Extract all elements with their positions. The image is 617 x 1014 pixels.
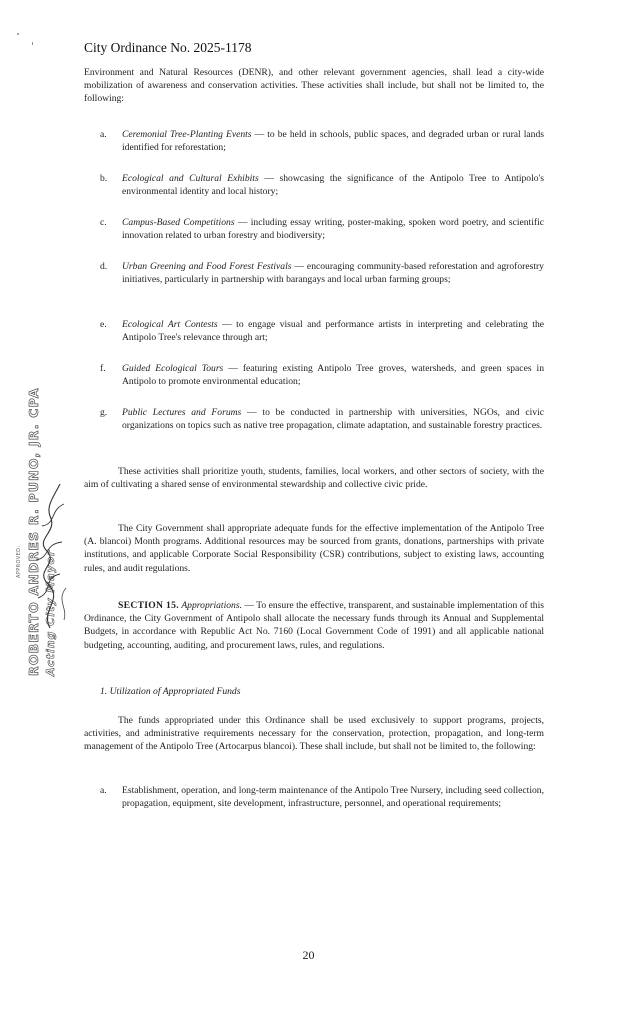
activity-item-c — [100, 216, 544, 242]
item-label: Guided Ecological Tours — [122, 363, 224, 374]
item-label: Ecological Art Contests — [122, 319, 218, 330]
item-text: Establishment, operation, and long-term maintenance of the Antipolo Tree Nursery, including seed collection, propagation, equipment, site development, infrastructure, personnel, and operational requirements; — [122, 785, 544, 810]
stamp-mayor-title: Acting City Mayor — [44, 549, 57, 676]
item-text: — to engage visual and performance artists in interpreting and celebrating the Antipolo Tree's relevance through art; — [122, 319, 545, 344]
section-15-paragraph — [84, 599, 544, 652]
utilization-text: The funds appropriated under this Ordinance shall be used exclusively to support programs, projects, activities, and administrative requirements necessary for the conservation, protection, propagation, and long-term management of the Antipolo Tree (Artocarpus blancoi). These shall include, but shall not be limited to, the following: — [84, 715, 544, 753]
item-marker: a. — [100, 129, 107, 140]
item-text: — showcasing the significance of the Antipolo Tree to Antipolo's environmental identity and local history; — [122, 173, 544, 198]
intro-paragraph — [84, 66, 544, 106]
item-marker: f. — [100, 363, 106, 374]
activity-item-d — [100, 260, 544, 286]
item-marker: a. — [100, 785, 107, 796]
stamp-mayor-name: ROBERTO ANDRES R. PUNO, JR. CPA — [26, 387, 41, 676]
ordinance-title: City Ordinance No. 2025-1178 — [84, 40, 252, 55]
item-label: Ceremonial Tree-Planting Events — [122, 129, 252, 140]
item-marker: e. — [100, 319, 107, 330]
funds-paragraph — [84, 522, 544, 575]
section-text: — To ensure the effective, transparent, and sustainable implementation of this Ordinance, the City Government of Antipolo shall allocate the necessary funds through its Annual and Supplemental Budgets, in accordance with Republic Act No. 7160 (Local Government Code of 1991) and all applicable national budgeting, accounting, auditing, and procurement laws, rules, and regulations. — [84, 600, 544, 651]
section-label: SECTION 15. — [118, 600, 179, 611]
stamp-approved-label: APPROVED: — [16, 545, 22, 578]
item-text: — including essay writing, poster-making, spoken word poetry, and scientific innovation related to urban forestry and biodiversity; — [122, 217, 544, 242]
section-name: Appropriations. — [181, 600, 242, 611]
item-label: Campus-Based Competitions — [122, 217, 235, 228]
priority-paragraph — [84, 465, 544, 491]
item-marker: b. — [100, 173, 108, 184]
item-text: — encouraging community-based reforestation and agroforestry initiatives, particularly in partnership with barangays and local urban farming groups; — [122, 261, 544, 286]
page-number: 20 — [302, 948, 315, 962]
activity-item-b — [100, 172, 544, 198]
activity-item-a — [100, 128, 544, 154]
handwritten-signature — [20, 480, 80, 630]
item-marker: g. — [100, 407, 108, 418]
scan-speck — [17, 33, 19, 35]
scan-speck — [32, 42, 33, 45]
utilization-subheading: 1. Utilization of Appropriated Funds — [100, 686, 241, 697]
fund-item-a — [100, 784, 544, 810]
item-label: Ecological and Cultural Exhibits — [122, 173, 259, 184]
item-label: Public Lectures and Forums — [122, 407, 242, 418]
item-marker: c. — [100, 217, 107, 228]
activity-item-f — [100, 362, 544, 388]
item-label: Urban Greening and Food Forest Festivals — [122, 261, 292, 272]
priority-text: These activities shall prioritize youth, students, families, local workers, and other sectors of society, with the aim of cultivating a shared sense of environmental stewardship and collective civic pride. — [84, 466, 544, 491]
utilization-paragraph — [84, 714, 544, 754]
item-text: — to be held in schools, public spaces, and degraded urban or rural lands identified for reforestation; — [122, 129, 544, 154]
item-text: — to be conducted in partnership with universities, NGOs, and civic organizations on topics such as native tree propagation, climate adaptation, and sustainable forestry practices. — [122, 407, 544, 432]
item-marker: d. — [100, 261, 108, 272]
activity-item-e — [100, 318, 544, 344]
item-text: — featuring existing Antipolo Tree groves, watersheds, and green spaces in Antipolo to promote environmental education; — [122, 363, 545, 388]
intro-text: Environment and Natural Resources (DENR), and other relevant government agencies, shall lead a city-wide mobilization of awareness and conservation activities. These activities shall include, but shall not be limited to, the following: — [84, 67, 544, 105]
funds-text: The City Government shall appropriate adequate funds for the effective implementation of the Antipolo Tree (A. blancoi) Month programs. Additional resources may be sourced from grants, donations, partnerships with private institutions, and applicable Corporate Social Responsibility (CSR) contributions, subject to existing laws, accounting rules, and audit regulations. — [84, 523, 544, 574]
activity-item-g — [100, 406, 544, 432]
